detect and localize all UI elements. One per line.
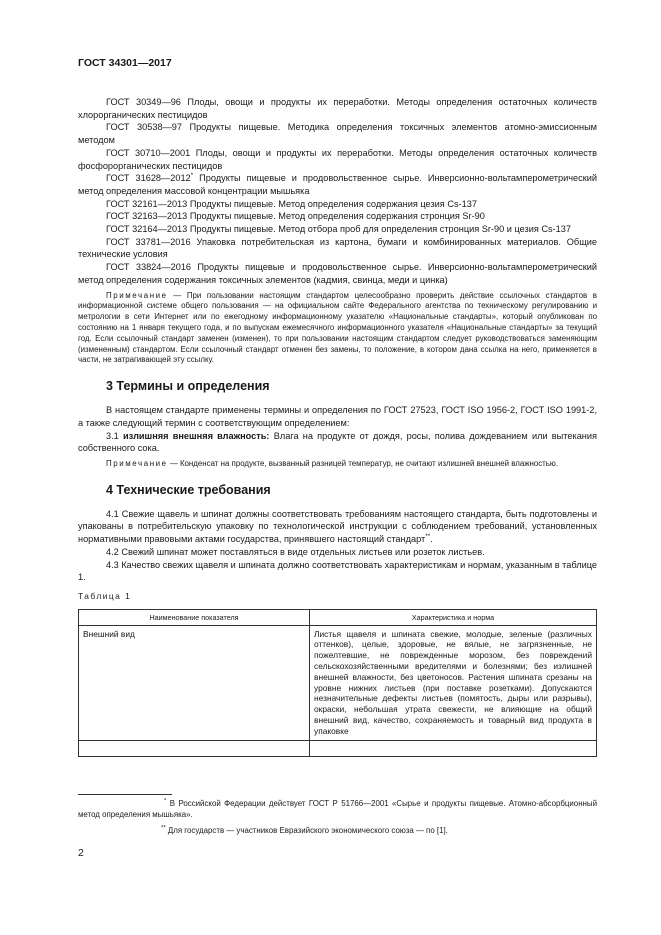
page-number: 2 — [78, 847, 84, 859]
ref-item: ГОСТ 33781—2016 Упаковка потребительская из картона, бумаги и комбинированных материалов. Общие технические условия — [78, 236, 597, 260]
section-4-title: 4 Технические требования — [106, 482, 271, 497]
requirements-table — [78, 609, 597, 757]
term-name: излишняя внешняя влажность: — [122, 430, 270, 441]
ref-item: ГОСТ 30538—97 Продукты пищевые. Методика определения токсичных элементов атомно-эмиссионным методом — [78, 122, 597, 146]
note-text: — Конденсат на продукте, вызванный разницей температур, не считают излишней внешней влажностью. — [167, 458, 559, 468]
table-cell-empty — [310, 740, 597, 756]
ref-item: ГОСТ 32161—2013 Продукты пищевые. Метод определения содержания цезия Cs-137 — [106, 198, 477, 209]
footnote-mark: ** — [425, 533, 431, 541]
clause-4-1 — [78, 508, 597, 546]
clause-4-2: 4.2 Свежий шпинат может поставляться в виде отдельных листьев или розеток листьев. — [106, 546, 485, 557]
ref-item: ГОСТ 32163—2013 Продукты пищевые. Метод определения содержания стронция Sr-90 — [106, 211, 485, 222]
clause-text: 4.1 Свежие щавель и шпинат должны соответствовать требованиям настоящего стандарта, быть подготовлены и упакованы в потребительскую упаковку по технологической инструкции с соблюдением требований, установленных нормативными правовыми актами государства, принявшего настоящий стандарт — [78, 508, 597, 545]
table-row-empty — [79, 740, 597, 756]
ref-item: ГОСТ 32164—2013 Продукты пищевые. Метод отбора проб для определения стронция Sr-90 и цезия Cs-137 — [106, 224, 572, 235]
footnote-mark: ** — [161, 825, 166, 832]
document-header: ГОСТ 34301—2017 — [78, 57, 172, 69]
note-text: — При пользовании настоящим стандартом целесообразно проверить действие ссылочных стандартов в информационной системе общего пользования — на официальном сайте Федерального агентства по техническому регулированию и метрологии в сети Интернет или по ежегодному информационному указателю «Национальные стандарты», который опубликован по состоянию на 1 января текущего года, и по выпускам ежемесячного информационного указателя «Национальные стандарты» за текущий год. Если ссылочный стандарт заменен (изменен), то при пользовании настоящим стандартом следует руководствоваться заменяющим (измененным) стандартом. Если ссылочный стандарт отменен без замены, то положение, в котором дана ссылка на него, применяется в части, не затрагивающей эту ссылку. — [78, 290, 597, 365]
ref-code: ГОСТ 31628—2012 — [106, 173, 191, 184]
ref-item: ГОСТ 30349—96 Плоды, овощи и продукты их переработки. Методы определения остаточных количеств хлорорганических пестицидов — [78, 97, 597, 120]
footnote — [78, 826, 597, 837]
section-3-title: 3 Термины и определения — [106, 379, 270, 394]
table-header-row — [79, 609, 597, 625]
footnote-mark: * — [190, 172, 194, 180]
table-header-cell: Характеристика и норма — [310, 609, 597, 625]
note-label: Примечание — [106, 290, 168, 300]
footnote-text: В Российской Федерации действует ГОСТ Р 51766—2001 «Сырье и продукты пищевые. Атомно-абсорбционный метод определения мышьяка». — [78, 799, 597, 819]
ref-item: ГОСТ 30710—2001 Плоды, овощи и продукты их переработки. Методы определения остаточных количеств фосфорорганических пестицидов — [78, 147, 597, 171]
term-definition — [78, 430, 597, 455]
footnote-separator — [78, 794, 172, 795]
table-cell-name: Внешний вид — [79, 625, 310, 740]
term-number: 3.1 — [106, 430, 123, 441]
table-caption: Таблица 1 — [78, 590, 132, 601]
section-3-intro: В настоящем стандарте применены термины и определения по ГОСТ 27523, ГОСТ ISO 1956-2, ГОСТ ISO 1991-2, а также следующий термин с соответствующим определением: — [78, 405, 597, 428]
footnote — [78, 799, 597, 821]
ref-item — [78, 172, 597, 197]
clause-end: . — [430, 534, 433, 545]
table-row — [79, 625, 597, 740]
table-header-cell: Наименование показателя — [79, 609, 310, 625]
ref-item: ГОСТ 33824—2016 Продукты пищевые и продовольственное сырье. Инверсионно-вольтамперометрический метод определения содержания токсичных элементов (кадмия, свинца, меди и цинка) — [78, 262, 597, 285]
table-cell-empty — [79, 740, 310, 756]
note-block — [78, 291, 597, 367]
term-note — [78, 459, 597, 470]
table-cell-value: Листья щавеля и шпината свежие, молодые, зеленые (различных оттенков), целые, здоровые, не вялые, не загрязненные, не пожелтевшие, не поврежденные морозом, без повреждений сельскохозяйственными вредителями и болезнями; без излишней внешней влажности, без цветоносов. Растения шпината срезаны на уровне нижних листьев (при поставке розетками). Допускаются незначительные дефекты листьев (помятость, дыры или разрывы), окраски, небольшая утрата свежести, не влияющие на общий внешний вид, качество, сохраняемость и товарный вид продукта в упаковке — [310, 625, 597, 740]
footnote-mark: * — [164, 798, 167, 805]
footnote-text: Для государств — участников Евразийского экономического союза — по [1]. — [167, 826, 448, 835]
page-content — [78, 96, 597, 757]
term-text: Влага на продукте от дождя, росы, полива дождеванием или вытекания собственного сока. — [78, 430, 597, 454]
ref-text: Продукты пищевые и продовольственное сырье. Инверсионно-вольтамперометрический метод определения массовой концентрации мышьяка — [78, 173, 597, 196]
clause-4-3: 4.3 Качество свежих щавеля и шпината должно соответствовать характеристикам и нормам, указанным в таблице 1. — [78, 559, 597, 583]
note-label: Примечание — [106, 458, 168, 468]
